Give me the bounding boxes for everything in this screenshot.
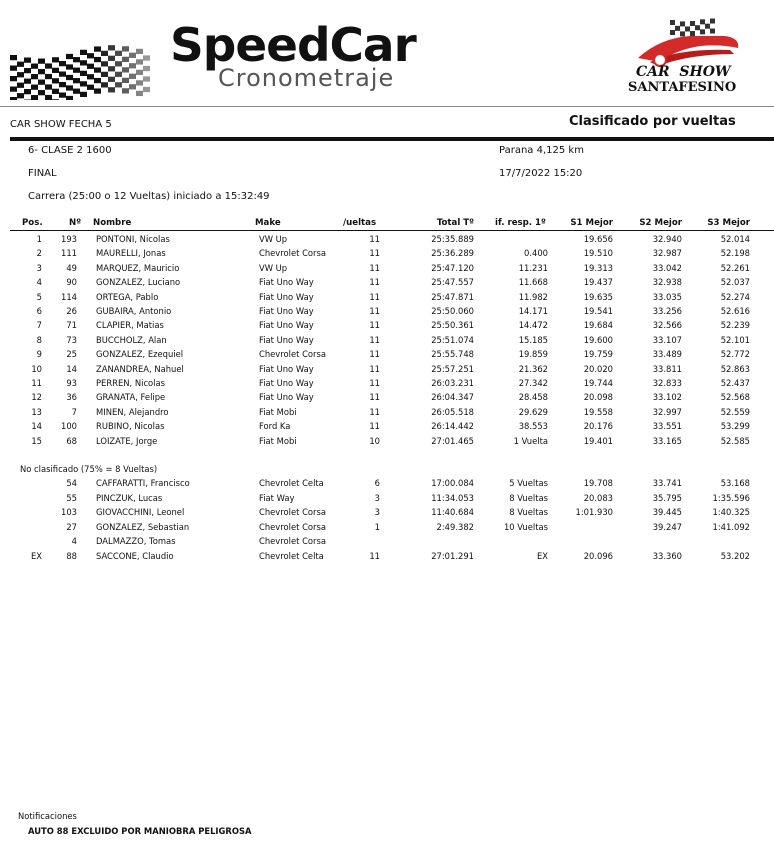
cell-pos: 10 <box>31 363 42 374</box>
cell-s2: 32.833 <box>652 378 682 388</box>
cell-s3: 52.014 <box>720 234 750 244</box>
cell-s1: 19.656 <box>583 234 613 244</box>
cell-pos: 1 <box>36 234 42 244</box>
col-header-s1: S1 Mejor <box>570 218 613 228</box>
cell-make: Fiat Uno Way <box>259 277 314 288</box>
cell-total: 25:47.871 <box>431 291 474 302</box>
cell-laps: 11 <box>369 363 380 374</box>
cell-name: ORTEGA, Pablo <box>96 291 159 302</box>
small-checkered-flag-icon <box>668 19 718 37</box>
cell-num: 100 <box>61 421 77 432</box>
cell-make: Fiat Uno Way <box>259 392 314 403</box>
cell-pos: 4 <box>36 277 42 288</box>
cell-num: 25 <box>66 349 77 360</box>
session-type: FINAL <box>28 168 57 179</box>
cell-laps: 11 <box>369 262 380 273</box>
cell-s2: 33.551 <box>652 421 682 432</box>
cell-num: 4 <box>71 536 77 547</box>
table-row <box>0 234 774 248</box>
cell-name: GONZALEZ, Sebastian <box>96 521 190 532</box>
col-header-s3: S3 Mejor <box>707 218 750 228</box>
cell-s2: 39.247 <box>652 521 682 532</box>
cell-s3: 52.585 <box>720 435 750 446</box>
cell-name: MAURELLI, Jonas <box>96 248 166 259</box>
cell-s1: 19.759 <box>583 349 613 360</box>
table-row <box>0 478 774 492</box>
cell-total: 25:57.251 <box>431 363 474 374</box>
cell-s2: 33.165 <box>652 435 682 446</box>
cell-num: 7 <box>71 406 77 417</box>
cell-laps: 6 <box>374 478 380 488</box>
cell-s1: 19.401 <box>583 435 613 446</box>
cell-num: 55 <box>66 492 77 503</box>
cell-s1: 20.083 <box>583 492 613 503</box>
cell-make: Fiat Uno Way <box>259 334 314 345</box>
cell-num: 26 <box>66 306 77 316</box>
cell-make: VW Up <box>259 262 288 273</box>
cell-s2: 32.940 <box>652 234 682 244</box>
cell-s1: 19.708 <box>583 478 613 488</box>
cell-name: MARQUEZ, Mauricio <box>96 262 180 273</box>
cell-s3: 1:41.092 <box>712 521 750 532</box>
cell-s1: 20.020 <box>583 363 613 374</box>
cell-total: 27:01.465 <box>431 435 474 446</box>
cell-pos: 8 <box>36 334 42 345</box>
table-row <box>0 364 774 378</box>
table-row <box>0 320 774 334</box>
cell-laps: 11 <box>369 551 380 561</box>
cell-s2: 33.035 <box>652 291 682 302</box>
cell-s3: 52.037 <box>720 277 750 288</box>
cell-make: Ford Ka <box>259 421 291 432</box>
notifications-label: Notificaciones <box>18 811 77 821</box>
cell-s3: 52.616 <box>720 306 750 316</box>
cell-num: 90 <box>66 277 77 288</box>
cell-s2: 33.256 <box>652 306 682 316</box>
cell-total: 26:05.518 <box>431 406 474 417</box>
event-title: CAR SHOW FECHA 5 <box>10 119 112 130</box>
cell-num: 49 <box>66 262 77 273</box>
cell-diff: 27.342 <box>518 378 548 388</box>
cell-diff: 38.553 <box>518 421 548 432</box>
cell-num: 193 <box>61 234 77 244</box>
cell-s2: 33.102 <box>652 392 682 403</box>
cell-laps: 11 <box>369 421 380 432</box>
title-divider <box>10 137 774 141</box>
cell-diff: 14.171 <box>518 306 548 316</box>
cell-num: 114 <box>61 291 77 302</box>
col-header-make: Make <box>255 218 281 228</box>
cell-make: Chevrolet Corsa <box>259 521 326 532</box>
cell-num: 88 <box>66 551 77 561</box>
cell-s2: 32.566 <box>652 320 682 331</box>
cell-num: 54 <box>66 478 77 488</box>
session-class: 6- CLASE 2 1600 <box>28 145 112 156</box>
cell-diff: 8 Vueltas <box>509 507 548 518</box>
cell-s1: 19.313 <box>583 262 613 273</box>
cell-total: 17:00.084 <box>431 478 474 488</box>
cell-laps: 11 <box>369 234 380 244</box>
cell-s2: 35.795 <box>652 492 682 503</box>
table-row <box>0 522 774 536</box>
table-row <box>0 493 774 507</box>
cell-name: GUBAIRA, Antonio <box>96 306 172 316</box>
cell-s2: 33.489 <box>652 349 682 360</box>
cell-s1: 20.176 <box>583 421 613 432</box>
col-header-diff: if. resp. 1º <box>495 218 546 228</box>
table-row <box>0 551 774 565</box>
cell-pos: 15 <box>31 435 42 446</box>
table-header-divider <box>10 230 774 231</box>
cell-make: Fiat Uno Way <box>259 378 314 388</box>
cell-name: RUBINO, Nicolas <box>96 421 165 432</box>
cell-laps: 10 <box>369 435 380 446</box>
cell-make: Fiat Mobi <box>259 435 297 446</box>
cell-s3: 52.559 <box>720 406 750 417</box>
table-row <box>0 248 774 262</box>
cell-s1: 19.684 <box>583 320 613 331</box>
cell-make: Chevrolet Corsa <box>259 248 326 259</box>
cell-diff: 8 Vueltas <box>509 492 548 503</box>
cell-s3: 52.198 <box>720 248 750 259</box>
cell-num: 103 <box>61 507 77 518</box>
cell-total: 26:03.231 <box>431 378 474 388</box>
cell-name: MINEN, Alejandro <box>96 406 169 417</box>
cell-total: 26:14.442 <box>431 421 474 432</box>
cell-pos: 13 <box>31 406 42 417</box>
cell-make: Chevrolet Corsa <box>259 349 326 360</box>
cell-s1: 19.600 <box>583 334 613 345</box>
cell-num: 27 <box>66 521 77 532</box>
cell-s1: 19.437 <box>583 277 613 288</box>
cell-laps: 11 <box>369 334 380 345</box>
cell-num: 93 <box>66 378 77 388</box>
cell-diff: 29.629 <box>518 406 548 417</box>
cell-s3: 53.299 <box>720 421 750 432</box>
cell-s1: 20.096 <box>583 551 613 561</box>
cell-total: 25:50.361 <box>431 320 474 331</box>
cell-diff: 5 Vueltas <box>509 478 548 488</box>
table-row <box>0 292 774 306</box>
cell-name: PERREN, Nicolas <box>96 378 166 388</box>
cell-s2: 32.997 <box>652 406 682 417</box>
cell-laps: 3 <box>374 492 380 503</box>
header-divider <box>0 106 774 107</box>
col-header-pos: Pos. <box>22 218 43 228</box>
cell-s1: 19.744 <box>583 378 613 388</box>
cell-num: 14 <box>66 363 77 374</box>
cell-make: Fiat Way <box>259 492 295 503</box>
cell-num: 73 <box>66 334 77 345</box>
cell-make: Fiat Uno Way <box>259 320 314 331</box>
cell-total: 11:34.053 <box>431 492 474 503</box>
cell-name: BUCCHOLZ, Alan <box>96 334 167 345</box>
cell-diff: 19.859 <box>518 349 548 360</box>
table-row <box>0 392 774 406</box>
cell-make: Fiat Mobi <box>259 406 297 417</box>
cell-total: 11:40.684 <box>431 507 474 518</box>
cell-s3: 52.261 <box>720 262 750 273</box>
session-track: Parana 4,125 km <box>499 145 584 156</box>
cell-num: 68 <box>66 435 77 446</box>
cell-total: 26:04.347 <box>431 392 474 403</box>
cell-s2: 33.107 <box>652 334 682 345</box>
cell-pos: 5 <box>36 291 42 302</box>
cell-s2: 32.938 <box>652 277 682 288</box>
cell-pos: 6 <box>36 306 42 316</box>
cell-make: Fiat Uno Way <box>259 306 314 316</box>
cell-s1: 1:01.930 <box>575 507 613 518</box>
cell-num: 36 <box>66 392 77 403</box>
cell-pos: 14 <box>31 421 42 432</box>
cell-name: CAFFARATTI, Francisco <box>96 478 190 488</box>
brand-subtitle: Cronometraje <box>218 64 395 92</box>
cell-s3: 52.568 <box>720 392 750 403</box>
cell-total: 25:47.120 <box>431 262 474 273</box>
cell-total: 25:51.074 <box>431 334 474 345</box>
cell-diff: 14.472 <box>518 320 548 331</box>
cell-s3: 52.239 <box>720 320 750 331</box>
table-row <box>0 378 774 392</box>
cell-s2: 33.042 <box>652 262 682 273</box>
table-row <box>0 306 774 320</box>
cell-diff: 1 Vuelta <box>513 435 548 446</box>
col-header-number: Nº <box>69 218 82 228</box>
table-row <box>0 335 774 349</box>
cell-laps: 11 <box>369 277 380 288</box>
cell-pos: 7 <box>36 320 42 331</box>
cell-total: 25:55.748 <box>431 349 474 360</box>
cell-laps: 11 <box>369 306 380 316</box>
cell-s1: 19.510 <box>583 248 613 259</box>
col-header-s2: S2 Mejor <box>639 218 682 228</box>
cell-laps: 11 <box>369 248 380 259</box>
cell-diff: 21.362 <box>518 363 548 374</box>
cell-total: 25:35.889 <box>431 234 474 244</box>
cell-make: Chevrolet Corsa <box>259 507 326 518</box>
cell-s2: 33.360 <box>652 551 682 561</box>
cell-diff: EX <box>536 551 548 561</box>
cell-total: 27:01.291 <box>431 551 474 561</box>
race-info: Carrera (25:00 o 12 Vueltas) iniciado a 15:32:49 <box>28 191 270 202</box>
cell-total: 25:50.060 <box>431 306 474 316</box>
cell-diff: 11.231 <box>518 262 548 273</box>
cell-name: SACCONE, Claudio <box>96 551 174 561</box>
cell-s2: 33.741 <box>652 478 682 488</box>
cell-laps: 11 <box>369 349 380 360</box>
cell-laps: 11 <box>369 406 380 417</box>
table-row <box>0 263 774 277</box>
table-row <box>0 407 774 421</box>
cell-name: LOIZATE, Jorge <box>96 435 158 446</box>
car-show-logo-subtitle: SANTAFESINO <box>628 80 737 95</box>
cell-name: GIOVACCHINI, Leonel <box>96 507 185 518</box>
cell-s1: 19.541 <box>583 306 613 316</box>
table-row <box>0 536 774 550</box>
cell-s3: 53.168 <box>720 478 750 488</box>
cell-diff: 11.668 <box>518 277 548 288</box>
cell-s3: 1:40.325 <box>712 507 750 518</box>
cell-total: 2:49.382 <box>436 521 474 532</box>
col-header-laps: /ueltas <box>343 218 377 228</box>
cell-diff: 11.982 <box>518 291 548 302</box>
cell-s1: 19.635 <box>583 291 613 302</box>
cell-s3: 52.101 <box>720 334 750 345</box>
cell-diff: 0.400 <box>524 248 548 259</box>
cell-laps: 11 <box>369 378 380 388</box>
cell-pos: 12 <box>31 392 42 403</box>
cell-s2: 39.445 <box>652 507 682 518</box>
cell-make: VW Up <box>259 234 288 244</box>
cell-diff: 10 Vueltas <box>503 521 548 532</box>
cell-make: Chevrolet Celta <box>259 478 324 488</box>
section-title: Clasificado por vueltas <box>569 114 736 129</box>
cell-s3: 52.772 <box>720 349 750 360</box>
car-show-logo-title: CAR SHOW <box>636 64 731 80</box>
cell-name: GRANATA, Felipe <box>96 392 166 403</box>
cell-s3: 53.202 <box>720 551 750 561</box>
not-classified-label: No clasificado (75% = 8 Vueltas) <box>20 464 158 474</box>
cell-s3: 52.274 <box>720 291 750 302</box>
cell-diff: 15.185 <box>518 334 548 345</box>
table-row <box>0 421 774 435</box>
cell-laps: 11 <box>369 392 380 403</box>
cell-s2: 32.987 <box>652 248 682 259</box>
cell-num: 71 <box>66 320 77 331</box>
cell-make: Chevrolet Corsa <box>259 536 326 547</box>
cell-pos: EX <box>30 551 42 561</box>
cell-laps: 11 <box>369 291 380 302</box>
cell-pos: 3 <box>36 262 42 273</box>
col-header-name: Nombre <box>93 218 132 228</box>
cell-name: GONZALEZ, Ezequiel <box>96 349 184 360</box>
cell-diff: 28.458 <box>518 392 548 403</box>
session-datetime: 17/7/2022 15:20 <box>499 168 583 179</box>
cell-s3: 52.863 <box>720 363 750 374</box>
cell-s3: 52.437 <box>720 378 750 388</box>
cell-s2: 33.811 <box>652 363 682 374</box>
table-row <box>0 436 774 450</box>
cell-s3: 1:35.596 <box>712 492 750 503</box>
col-header-total-time: Total Tº <box>436 218 474 228</box>
cell-pos: 2 <box>36 248 42 259</box>
cell-laps: 1 <box>374 521 380 532</box>
cell-make: Fiat Uno Way <box>259 291 314 302</box>
table-row <box>0 277 774 291</box>
cell-name: DALMAZZO, Tomas <box>96 536 176 547</box>
cell-laps: 3 <box>374 507 380 518</box>
table-row <box>0 349 774 363</box>
cell-pos: 9 <box>36 349 42 360</box>
cell-s1: 20.098 <box>583 392 613 403</box>
brand-title: SpeedCar <box>170 18 416 72</box>
cell-total: 25:36.289 <box>431 248 474 259</box>
cell-pos: 11 <box>31 378 42 388</box>
notifications-text: AUTO 88 EXCLUIDO POR MANIOBRA PELIGROSA <box>28 826 252 836</box>
cell-name: CLAPIER, Matias <box>96 320 164 331</box>
cell-name: GONZALEZ, Luciano <box>96 277 181 288</box>
checkered-flag-icon <box>10 42 150 100</box>
table-row <box>0 507 774 521</box>
cell-make: Chevrolet Celta <box>259 551 324 561</box>
cell-make: Fiat Uno Way <box>259 363 314 374</box>
cell-num: 111 <box>61 248 77 259</box>
cell-laps: 11 <box>369 320 380 331</box>
cell-name: PINCZUK, Lucas <box>96 492 163 503</box>
cell-s1: 19.558 <box>583 406 613 417</box>
cell-name: ZANANDREA, Nahuel <box>96 363 184 374</box>
cell-name: PONTONI, Nicolas <box>96 234 170 244</box>
cell-total: 25:47.557 <box>431 277 474 288</box>
